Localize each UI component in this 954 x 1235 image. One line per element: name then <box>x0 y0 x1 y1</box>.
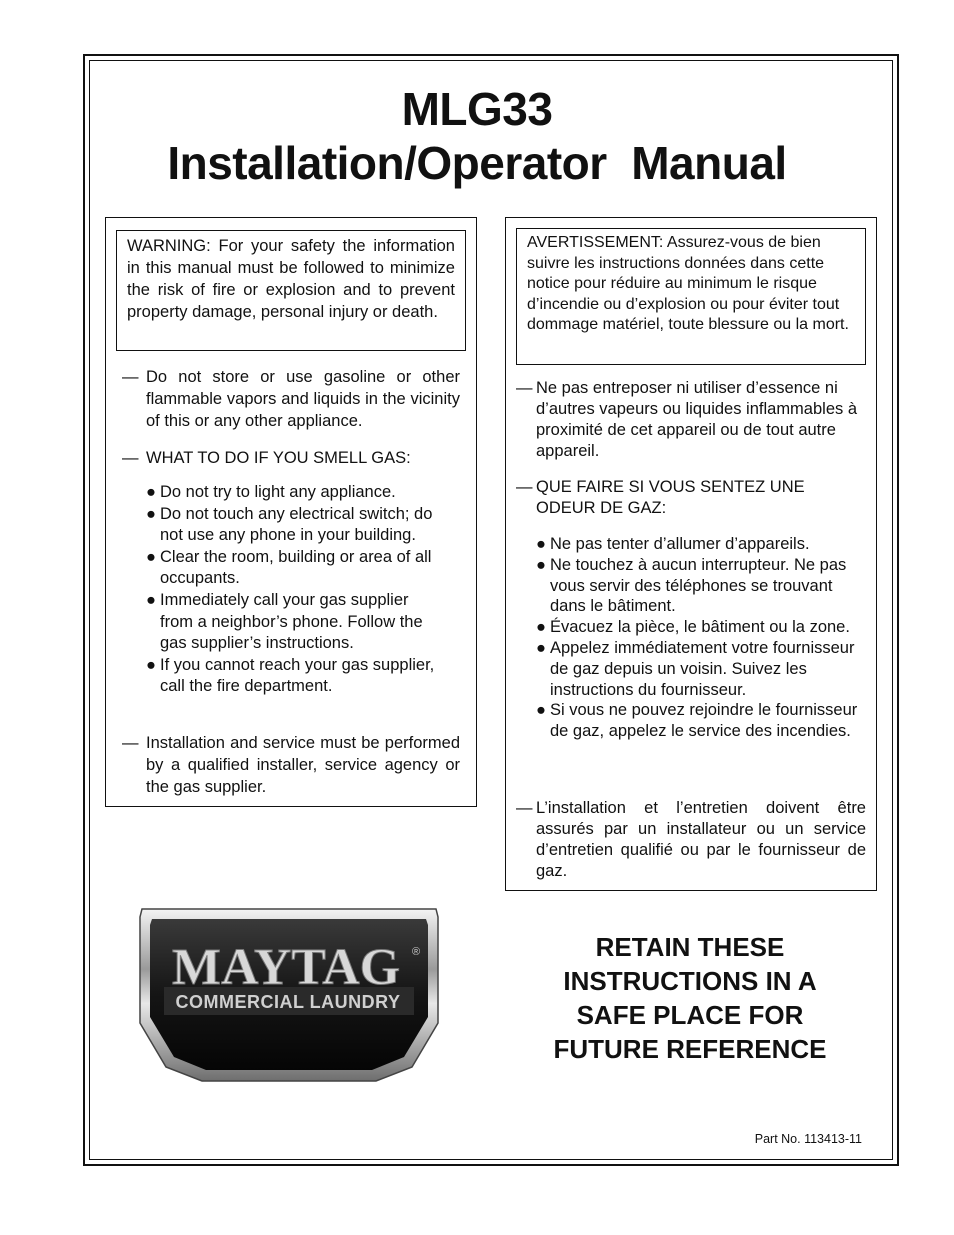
english-item-installation <box>122 732 460 798</box>
retain-line: RETAIN THESE <box>595 932 785 962</box>
french-item-smell-gas <box>516 477 866 519</box>
french-item-text: L’installation et l’entretien doivent être assurés par un installateur ou un service d’entretien qualifié ou par le fournisseur de gaz. <box>536 799 866 880</box>
list-item: ● Do not try to light any appliance. <box>146 482 446 504</box>
logo-registered-mark: ® <box>412 946 421 958</box>
dash-mark: — <box>516 799 533 817</box>
part-number: Part No. 113413-11 <box>754 1132 862 1146</box>
english-gas-bullets <box>146 482 446 698</box>
retain-line: SAFE PLACE FOR <box>576 1000 804 1030</box>
list-item: ● Immediately call your gas supplier from a neighbor’s phone. Follow the gas supplier’s instructions. <box>146 590 423 653</box>
retain-line: INSTRUCTIONS IN A <box>563 966 817 996</box>
french-item-installation <box>516 798 866 882</box>
french-item-text: QUE FAIRE SI VOUS SENTEZ UNE ODEUR DE GAZ: <box>536 478 805 517</box>
french-item-text: Ne pas entreposer ni utiliser d’essence ni d’autres vapeurs ou liquides inflammables à proximité de cet appareil ou de tout autre appareil. <box>536 379 858 460</box>
manual-title: Installation/Operator Manual <box>167 137 787 189</box>
french-warning-box: AVERTISSEMENT: Assurez-vous de bien suivre les instructions données dans cette notice pour réduire au minimum le risque d’incendie ou d’explosion ou pour éviter tout dommage matériel, toute blessure ou la mort. <box>516 228 866 365</box>
logo-brand: MAYTAG <box>171 939 401 996</box>
bullet-icon: ● <box>146 547 156 566</box>
english-item-text: Installation and service must be performed by a qualified installer, service agency or the gas supplier. <box>146 734 460 796</box>
bullet-icon: ● <box>536 701 546 720</box>
bullet-icon: ● <box>536 618 546 637</box>
retain-instructions-notice <box>520 930 860 1066</box>
french-gas-bullets <box>536 534 862 742</box>
bullet-icon: ● <box>146 504 156 523</box>
dash-mark: — <box>122 734 139 752</box>
bullet-icon: ● <box>146 483 156 501</box>
english-item-text: Do not store or use gasoline or other flammable vapors and liquids in the vicinity of this or any other appliance. <box>146 368 460 430</box>
dash-mark: — <box>516 379 533 397</box>
english-item-flammables <box>122 366 460 432</box>
dash-mark: — <box>122 368 139 386</box>
bullet-icon: ● <box>146 590 156 609</box>
dash-mark: — <box>516 478 533 496</box>
list-item: ● Ne touchez à aucun interrupteur. Ne pas vous servir des téléphones se trouvant dans le bâtiment. <box>536 555 847 616</box>
french-safety-panel <box>505 217 877 891</box>
list-item: ● Ne pas tenter d’allumer d’appareils. <box>536 535 810 553</box>
list-item: ● Évacuez la pièce, le bâtiment ou la zone. <box>536 618 850 637</box>
bullet-icon: ● <box>536 638 546 657</box>
list-item: ● Si vous ne pouvez rejoindre le fournisseur de gaz, appelez le service des incendies. <box>536 701 858 741</box>
list-item: ● Do not touch any electrical switch; do not use any phone in your building. <box>146 504 433 545</box>
retain-line: FUTURE REFERENCE <box>553 1034 827 1064</box>
maytag-logo <box>136 905 442 1085</box>
french-item-flammables <box>516 378 866 462</box>
bullet-icon: ● <box>536 535 546 553</box>
list-item: ● Clear the room, building or area of all occupants. <box>146 547 432 588</box>
english-item-smell-gas <box>122 447 460 469</box>
bullet-icon: ● <box>146 655 156 674</box>
english-safety-panel <box>105 217 477 807</box>
manual-model: MLG33 <box>401 83 553 135</box>
list-item: ● Appelez immédiatement votre fournisseur de gaz depuis un voisin. Suivez les instructions du fournisseur. <box>536 638 855 699</box>
english-warning-box: WARNING: For your safety the information in this manual must be followed to minimize the risk of fire or explosion and to prevent property damage, personal injury or death. <box>116 230 466 351</box>
list-item: ● If you cannot reach your gas supplier, call the fire department. <box>146 655 435 696</box>
english-item-text: WHAT TO DO IF YOU SMELL GAS: <box>146 449 411 467</box>
logo-subtitle: COMMERCIAL LAUNDRY <box>175 992 401 1012</box>
bullet-icon: ● <box>536 555 546 574</box>
dash-mark: — <box>122 449 139 467</box>
